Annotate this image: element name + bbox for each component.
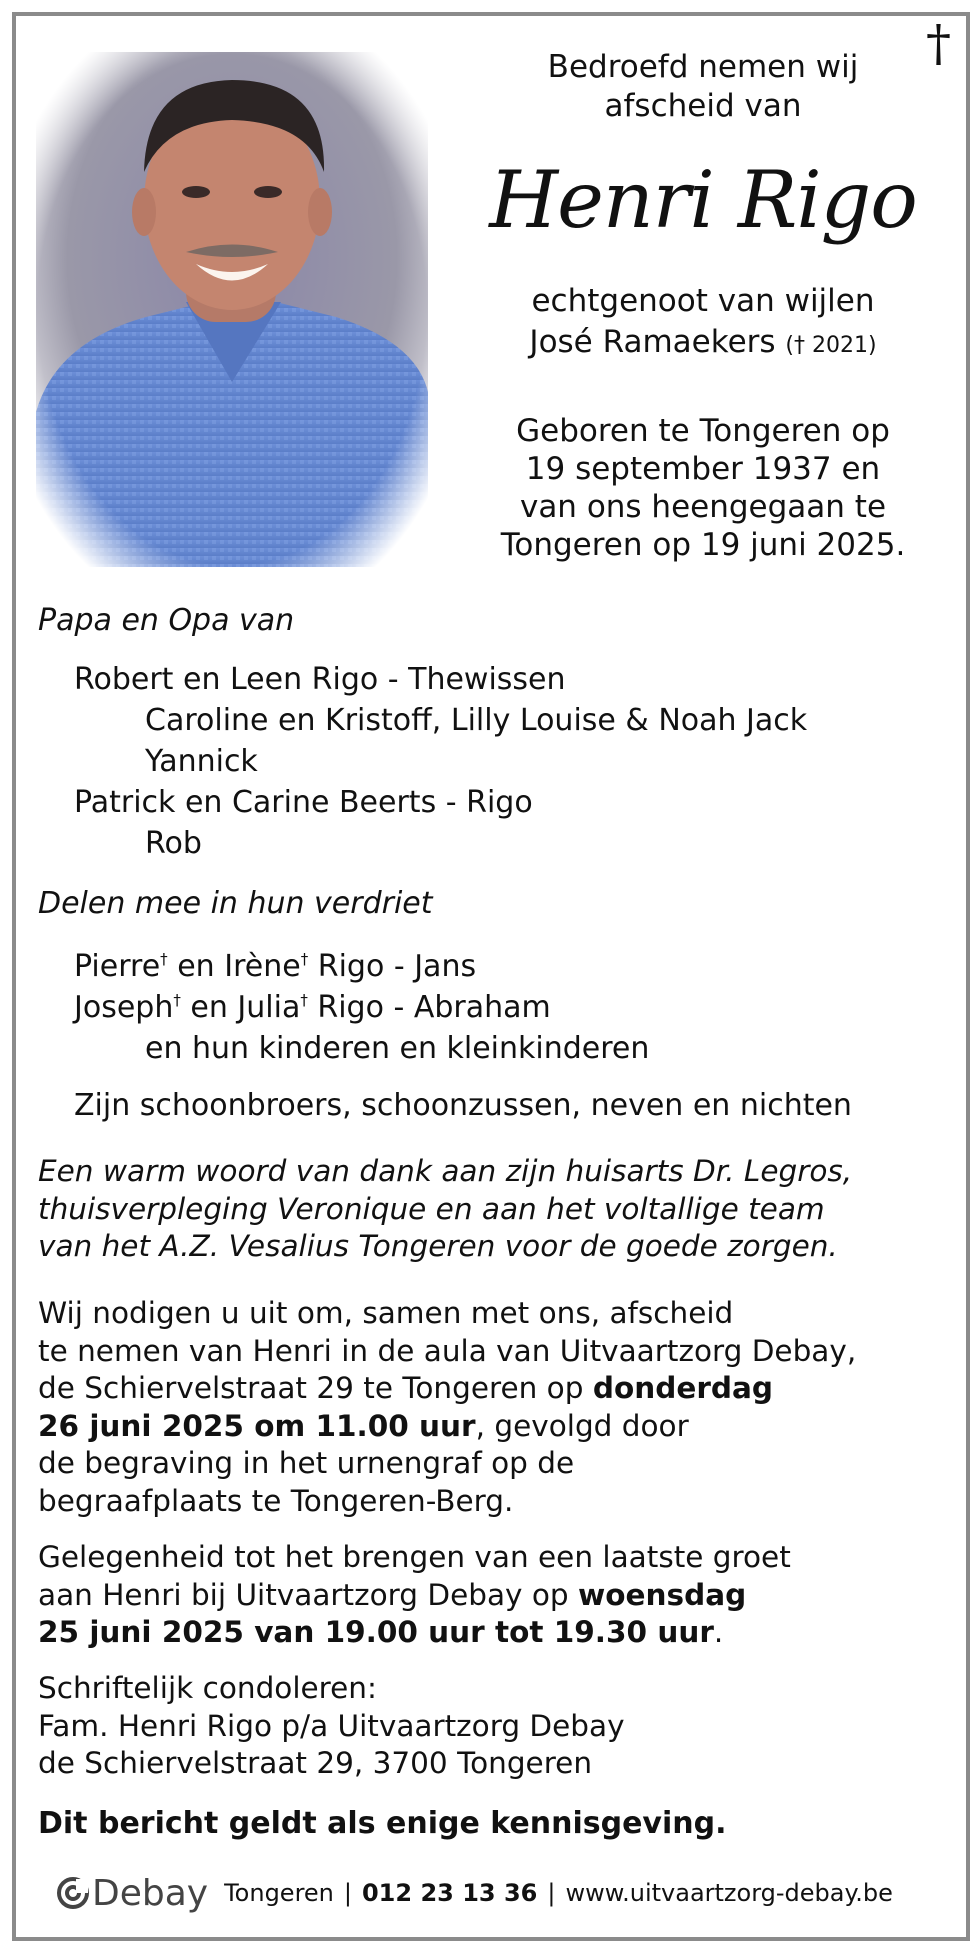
thanks-paragraph: [38, 1153, 852, 1266]
birth-info: [476, 412, 930, 564]
ceremony-line: de begraving in het urnengraf op de: [38, 1446, 575, 1480]
intro-line: afscheid van: [604, 88, 802, 124]
cross-icon: †: [926, 14, 951, 72]
birth-line: Tongeren op 19 juni 2025.: [500, 527, 906, 563]
footer-city: Tongeren: [224, 1879, 334, 1907]
sibling-name: en Irène: [177, 949, 301, 984]
spouse-death-note: († 2021): [785, 333, 877, 358]
dagger-icon: †: [300, 991, 308, 1009]
spouse-info: [476, 281, 930, 366]
sibling-name: Joseph: [74, 990, 174, 1025]
condolence-paragraph: [38, 1670, 625, 1783]
visitation-line: [38, 1577, 791, 1615]
birth-line: Geboren te Tongeren op: [516, 413, 890, 449]
visitation-text: aan Henri bij Uitvaartzorg Debay op: [38, 1577, 579, 1612]
in-laws: Zijn schoonbroers, schoonzussen, neven en nichten: [74, 1088, 852, 1123]
deceased-name: Henri Rigo: [489, 154, 917, 246]
ceremony-datetime: 26 juni 2025 om 11.00 uur: [38, 1408, 476, 1443]
family-grandchildren: Yannick: [145, 744, 258, 779]
birth-line: 19 september 1937 en: [525, 451, 881, 487]
footer-separator: |: [547, 1879, 556, 1907]
grief-heading: Delen mee in hun verdriet: [38, 886, 433, 921]
portrait-illustration: [36, 52, 428, 567]
family-member: Patrick en Carine Beerts - Rigo: [74, 785, 533, 820]
visitation-line: [38, 1614, 791, 1652]
dagger-icon: †: [160, 950, 168, 968]
dagger-icon: †: [173, 991, 181, 1009]
visitation-text: .: [713, 1615, 724, 1649]
condolence-line: Schriftelijk condoleren:: [38, 1671, 377, 1705]
ceremony-line: [38, 1370, 856, 1408]
sibling-name: en Julia: [190, 990, 301, 1025]
ceremony-paragraph: [38, 1295, 856, 1520]
footer-separator: |: [343, 1879, 352, 1907]
spouse-line: echtgenoot van wijlen: [531, 283, 875, 319]
dagger-icon: †: [300, 950, 309, 968]
ceremony-text: de Schiervelstraat 29 te Tongeren op: [38, 1371, 593, 1405]
sibling-surname: Rigo - Abraham: [317, 990, 551, 1025]
debay-logo-text: Debay: [92, 1872, 209, 1914]
visitation-datetime: 25 juni 2025 van 19.00 uur tot 19.30 uur: [38, 1615, 714, 1649]
family-member: Robert en Leen Rigo - Thewissen: [74, 662, 566, 697]
family-grandchildren: Rob: [145, 826, 202, 861]
sibling-name: Pierre: [74, 949, 161, 984]
ceremony-line: [38, 1408, 856, 1446]
visitation-line: Gelegenheid tot het brengen van een laatste groet: [38, 1540, 791, 1574]
spouse-name: José Ramaekers: [529, 324, 776, 360]
ceremony-line: te nemen van Henri in de aula van Uitvaartzorg Debay,: [38, 1333, 857, 1368]
thanks-line: Een warm woord van dank aan zijn huisarts Dr. Legros,: [38, 1154, 853, 1188]
thanks-line: thuisverpleging Veronique en aan het voltallige team: [38, 1191, 825, 1226]
thanks-line: van het A.Z. Vesalius Tongeren voor de goede zorgen.: [38, 1229, 838, 1263]
ceremony-day: donderdag: [592, 1371, 774, 1405]
sibling-surname: Rigo - Jans: [317, 949, 477, 984]
sibling-children: en hun kinderen en kleinkinderen: [145, 1031, 650, 1066]
sibling-line: [74, 946, 476, 987]
ceremony-line: Wij nodigen u uit om, samen met ons, afscheid: [38, 1296, 734, 1330]
family-heading: Papa en Opa van: [38, 603, 295, 638]
family-grandchildren: Caroline en Kristoff, Lilly Louise & Noah Jack: [145, 703, 808, 738]
debay-logo-icon: [56, 1876, 90, 1910]
ceremony-text: , gevolgd door: [475, 1408, 689, 1443]
intro-text: [486, 48, 920, 126]
footer-phone[interactable]: 012 23 13 36: [361, 1879, 538, 1907]
ceremony-line: begraafplaats te Tongeren-Berg.: [38, 1483, 514, 1518]
spouse-name-line: [476, 322, 930, 366]
notice-text: Dit bericht geldt als enige kennisgeving.: [38, 1806, 727, 1841]
intro-line: Bedroefd nemen wij: [547, 49, 859, 85]
condolence-line: Fam. Henri Rigo p/a Uitvaartzorg Debay: [38, 1708, 625, 1743]
debay-logo: [56, 1873, 208, 1914]
footer: [56, 1870, 893, 1916]
birth-line: van ons heengegaan te: [519, 489, 887, 525]
sibling-line: [74, 987, 551, 1028]
condolence-line: de Schiervelstraat 29, 3700 Tongeren: [38, 1746, 593, 1780]
footer-website-link[interactable]: www.uitvaartzorg-debay.be: [565, 1879, 893, 1907]
visitation-paragraph: [38, 1539, 791, 1652]
visitation-day: woensdag: [578, 1577, 747, 1612]
portrait-photo: [36, 52, 428, 567]
